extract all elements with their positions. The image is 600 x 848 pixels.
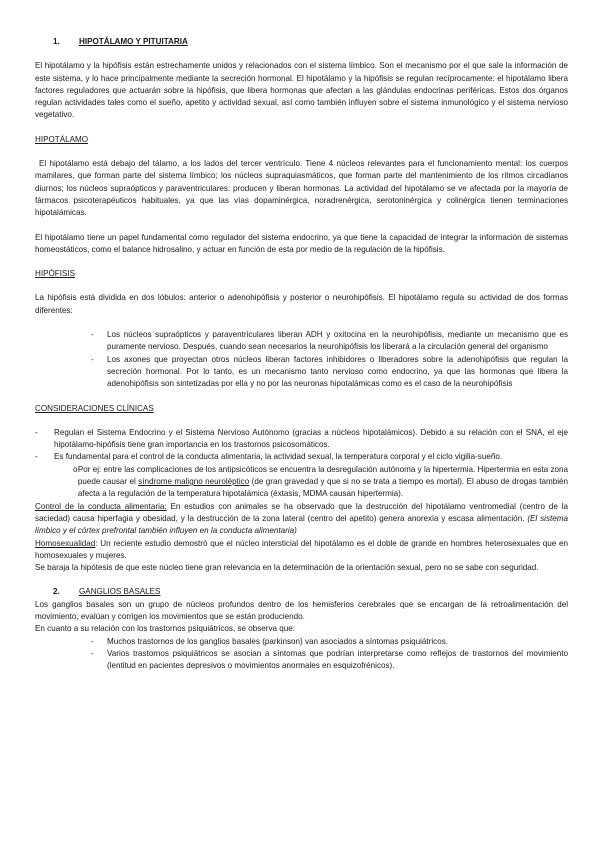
hipotalamo-paragraph-1: El hipotálamo está debajo del tálamo, a los lados del tercer ventrículo. Tiene 4 núcleos relevantes para el funcionamiento mental: los cuerpos mamilares, que forman parte del sistema límbico; los núcleos supraquiasmáticos, que forman parte del mantenimiento de los ritmos circadianos diurnos; los núcleos supraópticos y paraventriculares: producen y liberan hormonas. La actividad del hipotálamo se ve afectada por la mayoría de fármacos psicoterapéuticos habituales, ya que las vías dopaminérgica, noradrenérgica, serotoninérgica y colinérgica tienen terminaciones hipotalámicas.	[35, 159, 568, 218]
intro-paragraph: El hipotálamo y la hipófisis están estrechamente unidos y relacionados con el sistema límbico. Son el mecanismo por el que sale la información de este sistema, y lo hace principalmente mediante la secreción hormonal. El hipotálamo y la hipófisis se regulan recíprocamente: el hipotálamo libera factores reguladores que actuarán sobre la hipófisis, que libera hormonas que afectan a las glándulas endocrinas periféricas. Estos dos órganos regulan actividades tales como el sueño, apetito y actividad sexual, así como también influyen sobre el sistema inmunológico y el sistema nervioso vegetativo.	[35, 61, 568, 120]
section-number: 2.	[53, 587, 60, 597]
clinicas-list	[35, 427, 568, 464]
hipotalamo-paragraph-2: El hipotálamo tiene un papel fundamental como regulador del sistema endocrino, ya que tiene la capacidad de integrar la información de sistemas homeostáticos, como el balance hidrosalino, y actuar en función de esta por medio de la regulación de la hipófisis.	[35, 232, 568, 254]
document-page	[35, 36, 568, 672]
hipotalamo-heading: HIPOTÁLAMO	[35, 134, 89, 144]
homosexualidad-paragraph	[35, 538, 568, 563]
homosexualidad-label: Homosexualidad	[35, 538, 96, 548]
hipofisis-heading: HIPÓFISIS	[35, 269, 76, 279]
dash-bullet: -	[91, 330, 94, 340]
hipotesis-paragraph: Se baraja la hipótesis de que este núcleo tiene gran relevancia en la determinación de la orientación sexual, pero no se sabe con seguridad.	[35, 563, 539, 573]
list-item	[35, 636, 568, 648]
sub-text-b: (de gran gravedad y que si no se trata a tiempo es mortal). El abuso de drogas también afecta a la regulación de la temperatura hipotalámica (éxtasis, MDMA causan hipertermia).	[77, 477, 568, 499]
dash-bullet: -	[35, 427, 38, 437]
ganglios-paragraph-1: Los ganglios basales son un grupo de núcleos profundos dentro de los hemisferios cerebrales que se encargan de la retroalimentación del movimiento, evalúan y corrigen los movimientos que se están produciendo.	[35, 599, 568, 621]
list-item	[35, 354, 568, 391]
sub-list-text	[78, 464, 568, 501]
list-item-text: Los axones que proyectan otros núcleos liberan factores inhibidores o liberadores sobre la adenohipófisis que regulan la secreción hormonal. Por lo tanto, es un mecanismo tanto nervioso como endocrino, ya que las hormonas que libera la adenohipófisis son sintetizadas por ella y no por las neuronas hipotalámicas como es el caso de la neurohipófisis	[107, 354, 568, 389]
list-item-text: Es fundamental para el control de la conducta alimentaria, la actividad sexual, la temperatura corporal y el ciclo vigilia-sueño.	[54, 452, 503, 462]
dash-bullet: -	[35, 452, 38, 462]
conducta-text: En estudios con animales se ha observado que la destrucción del hipotálamo ventromedial (centro de la saciedad) causa hiperfagia y obesidad, y la destrucción de la zona lateral (centro del apetito) genera anorexia y escasa alimentación.	[35, 501, 569, 523]
section-number: 1.	[53, 37, 60, 46]
ganglios-list	[35, 636, 568, 673]
list-item	[35, 648, 568, 673]
dash-bullet: -	[91, 648, 94, 658]
section-1-heading	[35, 36, 568, 48]
section-2-heading	[35, 586, 568, 598]
dash-bullet: -	[91, 354, 94, 364]
list-item-text: Varios trastornos psiquiátricos se asocian a síntomas que podrían interpretarse como reflejos de trastornos del movimiento (lentitud en pacientes depresivos o movimientos anormales en esquizofrénicos).	[107, 648, 568, 671]
section-title: HIPOTÁLAMO Y PITUITARIA	[79, 37, 188, 46]
list-item-text: Muchos trastornos de los ganglios basales (parkinson) van asociados a síntomas psiquiátricos.	[107, 636, 449, 646]
section-title: GANGLIOS BASALES	[79, 587, 161, 597]
sub-list-item	[35, 464, 568, 501]
list-item-text: Regulan el Sistema Endocrino y el Sistema Nervioso Autónomo (gracias a núcleos hipotalámicos). Debido a su relación con el SNA, el eje hipotálamo-hipófisis tiene gran importancia en los trastornos psicosomáticos.	[54, 427, 568, 450]
sindrome-link-text: síndrome maligno neuroléptico	[138, 477, 250, 487]
sub-text-a: Por ej: entre las complicaciones de los antipsicóticos se encuentra la desregulación autónoma y la hipertermia. Hipertermia en esta zona puede causar el	[77, 464, 568, 487]
hipofisis-list	[35, 329, 568, 390]
circle-bullet: o	[73, 464, 78, 474]
hipofisis-paragraph: La hipófisis está dividida en dos lóbulos: anterior o adenohipófisis y posterior o neurohipófisis. El hipotálamo regula su actividad de dos formas diferentes:	[35, 293, 568, 315]
clinicas-heading: CONSIDERACIONES CLÍNICAS	[35, 403, 154, 413]
conducta-paragraph	[35, 501, 568, 538]
conducta-italic-note: (El sistema límbico y el córtex prefrontal también influyen en la conducta alimentaria)	[35, 513, 568, 536]
homosexualidad-text: : Un reciente estudio demostró que el núcleo intersticial del hipotálamo es el doble de grande en hombres heterosexuales que en homosexuales y mujeres.	[35, 538, 568, 560]
list-item	[35, 451, 568, 463]
list-item-text: Los núcleos supraópticos y paraventriculares liberan ADH y oxitocina en la neurohipófisis, mediante un mecanismo que es puramente nervioso. Después, cuando sean necesarios la neurohipófisis los liberará a la circulación general del organismo	[107, 330, 568, 352]
ganglios-paragraph-2: En cuanto a su relación con los trastornos psiquiátricos, se observa que:	[35, 624, 296, 634]
list-item	[35, 329, 568, 354]
list-item	[35, 427, 568, 452]
conducta-label: Control de la conducta alimentaria:	[35, 501, 167, 511]
dash-bullet: -	[91, 636, 94, 646]
